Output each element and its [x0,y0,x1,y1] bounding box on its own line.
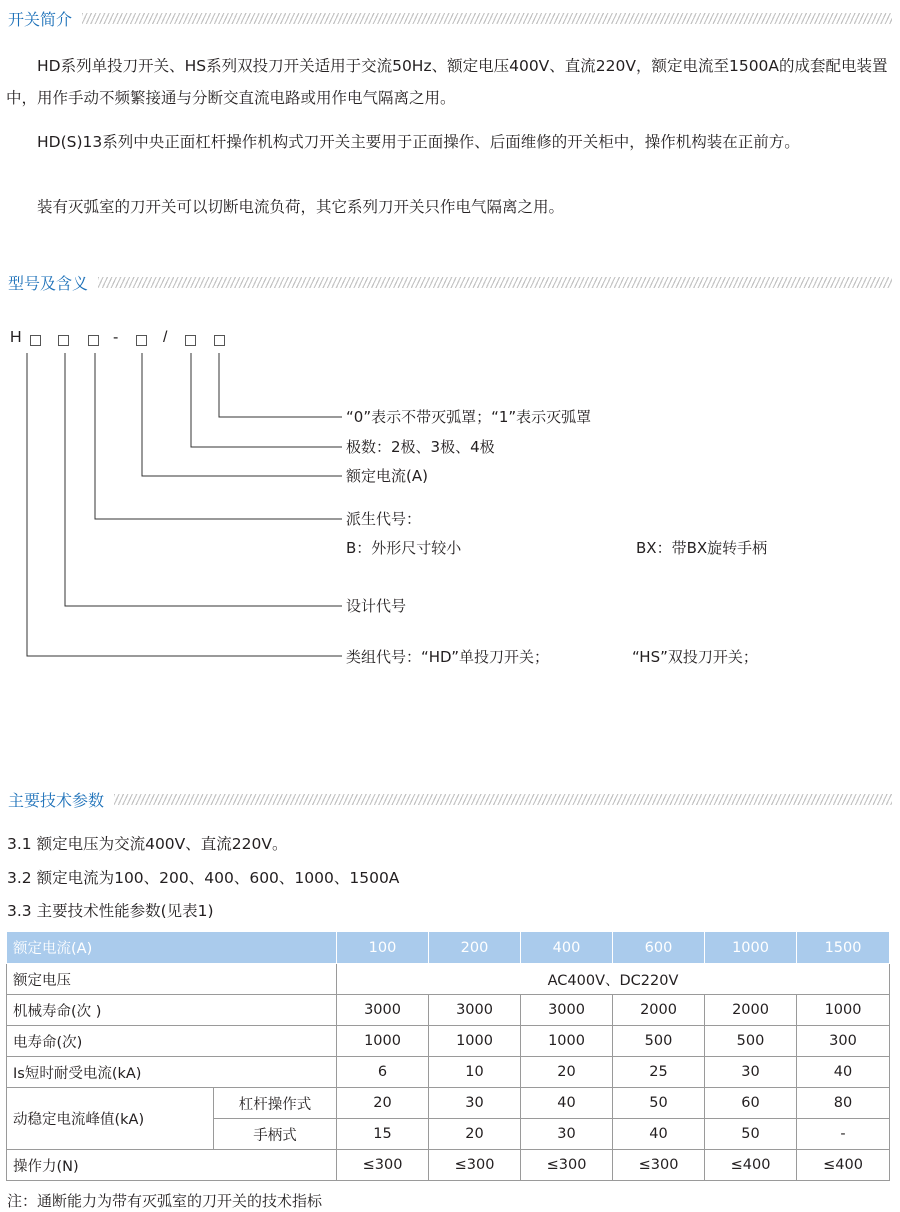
leader-line-poles [191,353,342,447]
table-row [7,1026,890,1057]
spec-item-current: 3.2 额定电流为100、200、400、600、1000、1500A [7,869,400,887]
leader-line-arc [219,353,342,417]
specs-section-title: 主要技术参数 [8,790,105,810]
intro-paragraph-1: HD系列单投刀开关、HS系列双投刀开关适用于交流50Hz、额定电压400V、直流220V，额定电流至1500A的成套配电装置中，用作手动不频繁接通与分断交直流电路或用作电气隔离之用。 [6,57,888,107]
cell-value: 40 [613,1119,705,1150]
label-derived-b: B：外形尺寸较小 [346,539,462,557]
table-row [7,964,890,995]
cell-value: 30 [521,1119,613,1150]
cell-value: 2000 [613,995,705,1026]
row-label: 操作力(N) [7,1150,337,1181]
row-sublabel: 手柄式 [214,1119,337,1150]
label-design: 设计代号 [346,597,407,615]
model-section-title: 型号及含义 [8,273,89,293]
cell-value: 20 [429,1119,521,1150]
leader-line-current [142,353,342,476]
cell-value: 1000 [429,1026,521,1057]
header-current: 600 [613,932,705,964]
spec-item-table-ref: 3.3 主要技术性能参数(见表1) [7,902,214,920]
cell-value: 50 [705,1119,797,1150]
cell-value: 20 [521,1057,613,1088]
cell-value: 20 [337,1088,429,1119]
row-label: 机械寿命(次 ) [7,995,337,1026]
label-derived-bx: BX：带BX旋转手柄 [636,539,768,557]
header-current: 100 [337,932,429,964]
cell-value: 25 [613,1057,705,1088]
cell-value: 6 [337,1057,429,1088]
cell-value: 1000 [797,995,890,1026]
row-label: 额定电压 [7,964,337,995]
spec-table [6,931,890,1181]
cell-value: ≤300 [337,1150,429,1181]
cell-value: 2000 [705,995,797,1026]
cell-value: 3000 [429,995,521,1026]
intro-paragraph-2: HD(S)13系列中央正面杠杆操作机构式刀开关主要用于正面操作、后面维修的开关柜中，操作机构装在正前方。 [37,133,800,151]
row-label: Is短时耐受电流(kA) [7,1057,337,1088]
cell-value: ≤400 [705,1150,797,1181]
label-group-hs: “HS”双投刀开关； [632,648,758,666]
cell-value: 15 [337,1119,429,1150]
cell-value: 30 [705,1057,797,1088]
cell-value: 40 [521,1088,613,1119]
cell-value: 60 [705,1088,797,1119]
cell-value: ≤300 [521,1150,613,1181]
label-group: 类组代号：“HD”单投刀开关； [346,648,549,666]
header-current: 1000 [705,932,797,964]
table-row [7,995,890,1026]
header-current: 400 [521,932,613,964]
cell-value: 30 [429,1088,521,1119]
model-code-slash: / [163,329,168,346]
cell-value: ≤300 [429,1150,521,1181]
section-divider [114,794,892,805]
table-row [7,1057,890,1088]
cell-value: 300 [797,1026,890,1057]
header-current: 200 [429,932,521,964]
label-poles: 极数：2极、3极、4极 [346,438,495,456]
cell-value: 3000 [337,995,429,1026]
spec-item-voltage: 3.1 额定电压为交流400V、直流220V。 [7,835,288,853]
cell-value: 10 [429,1057,521,1088]
cell-value: 1000 [337,1026,429,1057]
label-derived: 派生代号： [346,510,422,528]
leader-line-group [27,353,342,656]
row-sublabel: 杠杆操作式 [214,1088,337,1119]
table-row [7,1088,890,1119]
table-note: 注：通断能力为带有灭弧室的刀开关的技术指标 [7,1192,323,1210]
cell-value: ≤400 [797,1150,890,1181]
cell-value: AC400V、DC220V [337,964,890,995]
cell-value: 3000 [521,995,613,1026]
model-code-prefix: H [10,329,22,346]
intro-paragraph-3: 装有灭弧室的刀开关可以切断电流负荷，其它系列刀开关只作电气隔离之用。 [37,198,565,216]
cell-value: 40 [797,1057,890,1088]
model-code-dash: - [113,329,119,346]
header-label: 额定电流(A) [7,932,337,964]
row-label: 动稳定电流峰值(kA) [7,1088,214,1150]
intro-section-title: 开关简介 [8,9,73,29]
header-current: 1500 [797,932,890,964]
label-current: 额定电流(A) [346,467,428,485]
table-header-row [7,932,890,964]
table-row [7,1150,890,1181]
cell-value: - [797,1119,890,1150]
cell-value: 50 [613,1088,705,1119]
row-label: 电寿命(次) [7,1026,337,1057]
cell-value: 500 [705,1026,797,1057]
specs-section-header [8,787,892,811]
label-arc: “0”表示不带灭弧罩；“1”表示灭弧罩 [346,408,592,426]
cell-value: 80 [797,1088,890,1119]
cell-value: ≤300 [613,1150,705,1181]
cell-value: 1000 [521,1026,613,1057]
leader-line-design [65,353,342,606]
cell-value: 500 [613,1026,705,1057]
